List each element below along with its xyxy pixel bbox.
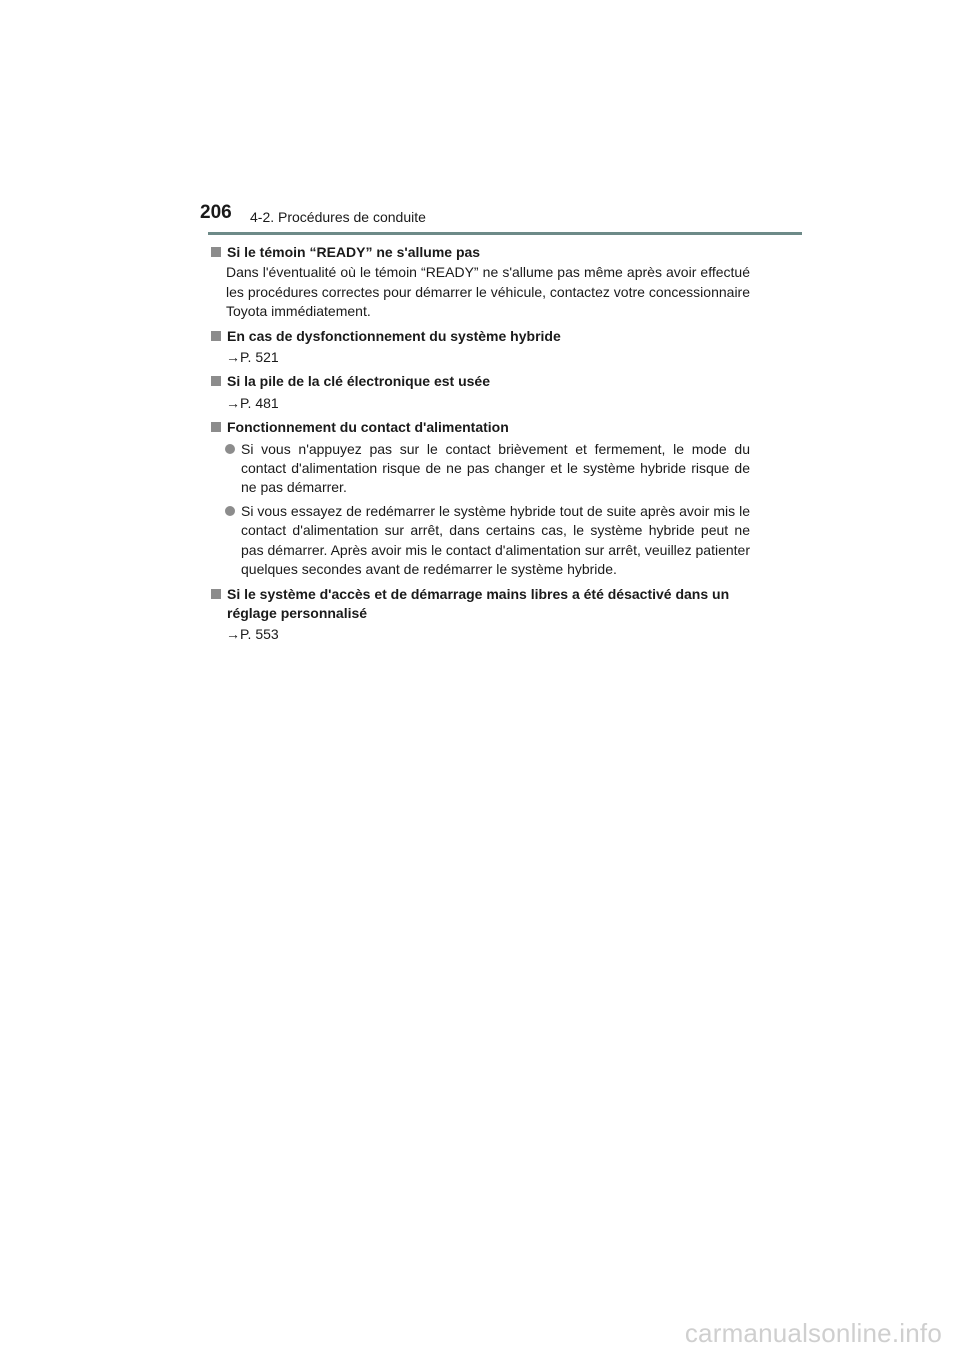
section-power-switch — [210, 418, 750, 579]
circle-bullet-icon — [225, 506, 235, 516]
section-header: 4-2. Procédures de conduite — [250, 209, 426, 225]
square-bullet-icon — [211, 589, 221, 599]
section-smart-key-disabled — [210, 585, 750, 645]
section-heading — [210, 372, 750, 391]
list-item — [225, 502, 750, 580]
section-heading — [210, 418, 750, 437]
heading-text: Si le témoin “READY” ne s'allume pas — [227, 244, 481, 260]
list-item-text: Si vous essayez de redémarrer le système hybride tout de suite après avoir mis le contact d'alimentation sur arrêt, dans certains cas, le système hybride peut ne pas démarrer. Après avoir mis le contact d'alimentation sur arrêt, veuillez patienter quelques secondes avant de redémarrer le système hybride. — [241, 502, 750, 578]
square-bullet-icon — [211, 422, 221, 432]
list-item — [225, 440, 750, 498]
circle-bullet-icon — [225, 444, 235, 454]
list-item-text: Si vous n'appuyez pas sur le contact brièvement et fermement, le mode du contact d'alimentation risque de ne pas changer et le système hybride risque de ne pas démarrer. — [241, 440, 750, 496]
page-number: 206 — [200, 202, 232, 223]
square-bullet-icon — [211, 376, 221, 386]
page-reference-link[interactable]: →P. 481 — [226, 394, 279, 411]
section-heading — [210, 243, 750, 262]
page-reference-link[interactable]: →P. 521 — [226, 349, 279, 366]
paragraph: Dans l'éventualité où le témoin “READY” ne s'allume pas même après avoir effectué les procédures correctes pour démarrer le véhicule, contactez votre concessionnaire Toyota immédiatement. — [226, 264, 750, 320]
page-reference-link[interactable]: →P. 553 — [226, 626, 279, 643]
section-ready-indicator — [210, 243, 750, 322]
heading-text: Fonctionnement du contact d'alimentation — [227, 419, 509, 436]
watermark: carmanualsonline.info — [684, 1318, 942, 1348]
section-key-battery — [210, 372, 750, 413]
heading-text: Si la pile de la clé électronique est usée — [227, 373, 490, 390]
square-bullet-icon — [211, 331, 221, 341]
section-hybrid-malfunction — [210, 327, 750, 368]
heading-text: En cas de dysfonctionnement du système hybride — [227, 327, 561, 344]
section-heading — [210, 327, 750, 346]
heading-text: Si le système d'accès et de démarrage mains libres a été désactivé dans un réglage personnalisé — [227, 585, 730, 621]
page-content — [210, 243, 750, 650]
header-rule — [208, 232, 802, 235]
section-heading — [210, 585, 750, 624]
square-bullet-icon — [211, 247, 221, 257]
